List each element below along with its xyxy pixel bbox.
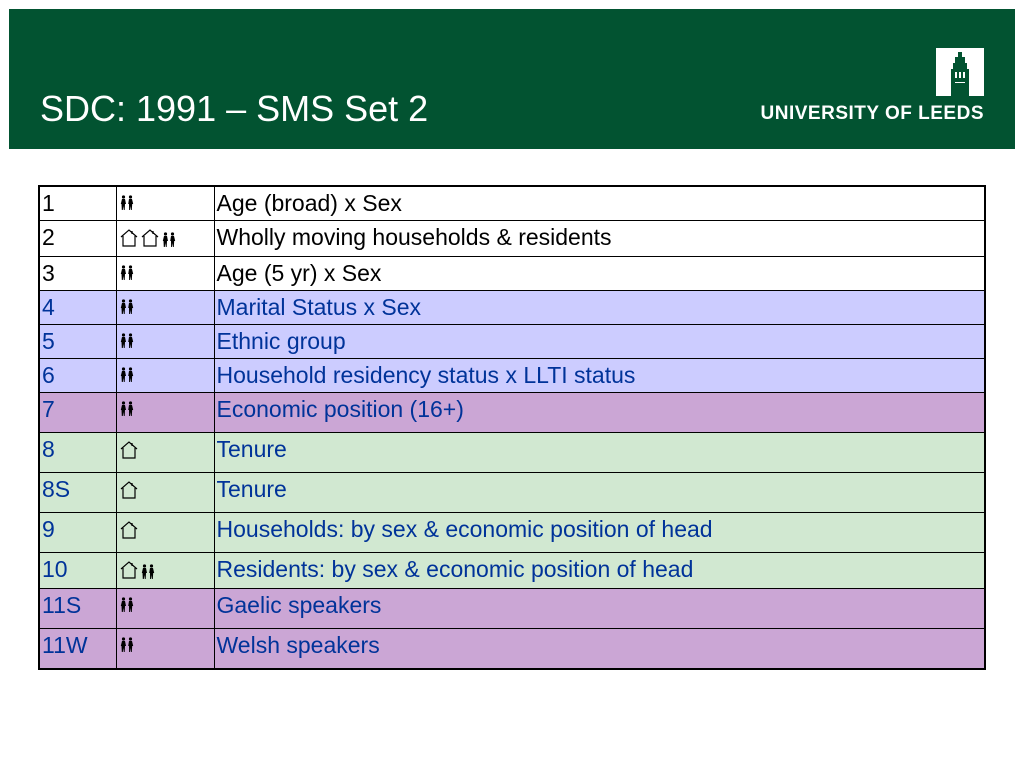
row-label: Age (broad) x Sex xyxy=(214,186,985,221)
row-label: Residents: by sex & economic position of head xyxy=(214,553,985,589)
people-icon xyxy=(119,367,135,383)
university-logo-text: UNIVERSITY OF LEEDS xyxy=(760,103,984,124)
sms-table xyxy=(38,185,986,670)
table-row xyxy=(39,629,985,670)
people-icon xyxy=(119,597,135,613)
row-icons xyxy=(116,257,214,291)
table-row xyxy=(39,473,985,513)
table-row xyxy=(39,221,985,257)
house-icon xyxy=(140,228,160,248)
people-icon xyxy=(119,401,135,417)
row-icons xyxy=(116,291,214,325)
row-icons xyxy=(116,473,214,513)
table-row xyxy=(39,186,985,221)
people-icon xyxy=(119,265,135,281)
page-title: SDC: 1991 – SMS Set 2 xyxy=(40,88,429,129)
row-icons xyxy=(116,325,214,359)
row-id: 8S xyxy=(39,473,116,513)
table-row xyxy=(39,291,985,325)
row-id: 2 xyxy=(39,221,116,257)
table-row xyxy=(39,325,985,359)
university-tower-logo-icon xyxy=(936,48,984,96)
table-row xyxy=(39,359,985,393)
row-label: Household residency status x LLTI status xyxy=(214,359,985,393)
row-id: 3 xyxy=(39,257,116,291)
row-icons xyxy=(116,629,214,670)
row-id: 11S xyxy=(39,589,116,629)
row-id: 4 xyxy=(39,291,116,325)
row-label: Wholly moving households & residents xyxy=(214,221,985,257)
people-icon xyxy=(119,299,135,315)
row-label: Households: by sex & economic position of head xyxy=(214,513,985,553)
row-id: 10 xyxy=(39,553,116,589)
row-id: 6 xyxy=(39,359,116,393)
people-icon xyxy=(140,564,156,580)
row-label: Ethnic group xyxy=(214,325,985,359)
row-icons xyxy=(116,433,214,473)
row-icons xyxy=(116,393,214,433)
row-id: 11W xyxy=(39,629,116,670)
table-row xyxy=(39,553,985,589)
header-banner xyxy=(9,9,1015,149)
row-id: 1 xyxy=(39,186,116,221)
people-icon xyxy=(119,637,135,653)
table-row xyxy=(39,433,985,473)
table-row xyxy=(39,393,985,433)
row-icons xyxy=(116,359,214,393)
people-icon xyxy=(119,195,135,211)
row-icons xyxy=(116,186,214,221)
table-row xyxy=(39,513,985,553)
people-icon xyxy=(119,333,135,349)
row-label: Economic position (16+) xyxy=(214,393,985,433)
row-label: Gaelic speakers xyxy=(214,589,985,629)
row-id: 9 xyxy=(39,513,116,553)
row-id: 5 xyxy=(39,325,116,359)
row-label: Tenure xyxy=(214,433,985,473)
row-icons xyxy=(116,513,214,553)
house-icon xyxy=(119,228,139,248)
house-icon xyxy=(119,480,139,500)
row-icons xyxy=(116,589,214,629)
row-id: 7 xyxy=(39,393,116,433)
row-label: Welsh speakers xyxy=(214,629,985,670)
row-icons xyxy=(116,221,214,257)
table-row xyxy=(39,589,985,629)
house-icon xyxy=(119,520,139,540)
row-id: 8 xyxy=(39,433,116,473)
people-icon xyxy=(161,232,177,248)
house-icon xyxy=(119,440,139,460)
row-label: Tenure xyxy=(214,473,985,513)
house-icon xyxy=(119,560,139,580)
row-label: Age (5 yr) x Sex xyxy=(214,257,985,291)
row-icons xyxy=(116,553,214,589)
table-row xyxy=(39,257,985,291)
row-label: Marital Status x Sex xyxy=(214,291,985,325)
